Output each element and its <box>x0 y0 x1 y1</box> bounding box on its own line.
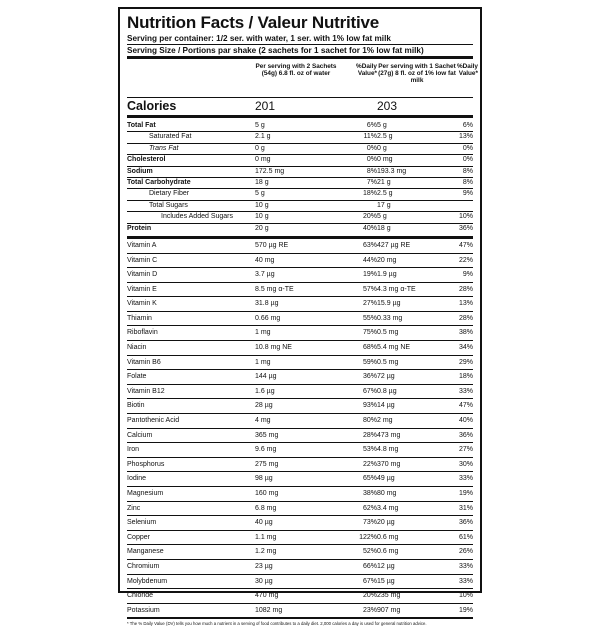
amount-milk: 12 µg <box>377 562 395 570</box>
nutrient-name: Trans Fat <box>149 144 179 152</box>
amount-milk: 20 mg <box>377 256 397 264</box>
vitamins-minerals <box>127 239 473 617</box>
dv-water: 62% <box>362 504 377 512</box>
amount-water: 40 mg <box>255 256 275 264</box>
macro-nutrients <box>127 121 473 234</box>
dv-milk: 19% <box>458 606 473 614</box>
dv-water: 7% <box>366 178 377 186</box>
amount-water: 470 mg <box>255 592 279 600</box>
vitamin-row <box>127 574 473 589</box>
amount-water: 98 µg <box>255 475 273 483</box>
nutrient-row <box>127 121 473 131</box>
dv-milk: 40% <box>458 417 473 425</box>
amount-milk: 0.5 mg <box>377 329 399 337</box>
vitamin-row <box>127 325 473 340</box>
dv-water: 38% <box>362 490 377 497</box>
nutrient-row <box>127 223 473 234</box>
amount-milk: 5.4 mg NE <box>377 344 411 352</box>
header-milk: Per serving with 1 Sachet (27g) 8 fl. oz of 1% low fat milk <box>378 63 456 84</box>
amount-milk: 49 µg <box>377 475 395 483</box>
dv-milk: 26% <box>458 548 473 556</box>
dv-milk: 47% <box>458 402 473 410</box>
amount-water: 18 g <box>255 178 269 186</box>
vitamin-row <box>127 428 473 443</box>
vitamin-row <box>127 530 473 545</box>
amount-milk: 427 µg RE <box>377 241 411 249</box>
amount-water: 1.2 mg <box>255 548 277 556</box>
calories-water: 201 <box>255 99 276 113</box>
dv-water: 52% <box>362 548 377 556</box>
vitamin-name: Chromium <box>127 562 160 570</box>
vitamin-name: Zinc <box>127 504 141 512</box>
vitamin-name: Vitamin D <box>127 271 158 279</box>
dv-water: 36% <box>362 373 377 381</box>
vitamin-row <box>127 296 473 311</box>
dv-milk: 33% <box>458 577 473 585</box>
vitamin-row <box>127 559 473 574</box>
vitamin-row <box>127 515 473 530</box>
vitamin-name: Biotin <box>127 402 145 410</box>
dv-milk: 9% <box>462 190 473 198</box>
amount-milk: 3.4 mg <box>377 504 399 512</box>
calories-milk: 203 <box>377 99 398 113</box>
dv-milk: 9% <box>462 271 473 279</box>
amount-water: 30 µg <box>255 577 273 585</box>
dv-water: 11% <box>363 133 377 141</box>
amount-milk: 14 µg <box>377 402 395 410</box>
dv-water: 93% <box>362 402 377 410</box>
vitamin-row <box>127 501 473 516</box>
dv-milk: 27% <box>458 446 473 454</box>
amount-milk: 473 mg <box>377 431 401 439</box>
nutrient-name: Dietary Fiber <box>149 190 190 198</box>
dv-milk: 47% <box>458 241 473 249</box>
vitamin-row <box>127 253 473 268</box>
amount-milk: 20 µg <box>377 519 395 527</box>
nutrient-row <box>127 211 473 222</box>
dv-water: 68% <box>362 344 377 352</box>
dv-water: 63% <box>362 241 377 249</box>
nutrient-row <box>127 131 473 142</box>
dv-milk: 10% <box>458 213 473 221</box>
header-water: Per serving with 2 Sachets (54g) 6.8 fl. oz of water <box>255 63 337 77</box>
vitamin-name: Magnesium <box>127 490 164 497</box>
dv-water: 20% <box>362 592 377 600</box>
amount-milk: 2.5 g <box>377 133 393 141</box>
dv-water: 28% <box>362 431 377 439</box>
amount-water: 2.1 g <box>255 133 271 141</box>
vitamin-name: Potassium <box>127 606 160 614</box>
vitamin-row <box>127 442 473 457</box>
amount-milk: 0.8 µg <box>377 387 397 395</box>
dv-milk: 28% <box>458 314 473 322</box>
vitamin-row <box>127 588 473 603</box>
nutrient-name: Total Carbohydrate <box>127 178 191 186</box>
dv-milk: 28% <box>458 285 473 293</box>
amount-milk: 2 mg <box>377 417 393 425</box>
dv-water: 66% <box>362 562 377 570</box>
amount-water: 5 g <box>255 122 265 129</box>
dv-milk: 36% <box>458 224 473 232</box>
dv-water: 75% <box>362 329 377 337</box>
dv-water: 20% <box>362 213 377 221</box>
amount-milk: 5 g <box>377 213 387 221</box>
dv-water: 0% <box>366 156 377 164</box>
amount-water: 160 mg <box>255 490 279 497</box>
vitamin-row <box>127 384 473 399</box>
dv-milk: 8% <box>462 167 473 175</box>
nutrient-name: Total Sugars <box>149 201 188 209</box>
vitamin-row <box>127 486 473 501</box>
amount-milk: 370 mg <box>377 460 401 468</box>
nutrient-name: Includes Added Sugars <box>161 213 233 221</box>
amount-water: 570 µg RE <box>255 241 289 249</box>
amount-water: 8.5 mg α-TE <box>255 285 294 293</box>
dv-water: 0% <box>366 144 377 152</box>
amount-milk: 80 mg <box>377 490 397 497</box>
vitamin-name: Vitamin B6 <box>127 358 161 366</box>
vitamin-row <box>127 457 473 472</box>
nutrient-row <box>127 188 473 199</box>
amount-water: 365 mg <box>255 431 279 439</box>
amount-water: 275 mg <box>255 460 279 468</box>
amount-water: 10 g <box>255 201 269 209</box>
label-title: Nutrition Facts / Valeur Nutritive <box>127 13 380 32</box>
vitamin-name: Vitamin C <box>127 256 158 264</box>
amount-water: 144 µg <box>255 373 277 381</box>
dv-milk: 22% <box>458 256 473 264</box>
vitamin-row <box>127 603 473 618</box>
nutrient-row <box>127 200 473 211</box>
dv-water: 19% <box>362 271 377 279</box>
amount-water: 1 mg <box>255 329 271 337</box>
dv-water: 67% <box>362 387 377 395</box>
dv-water: 80% <box>362 417 377 425</box>
amount-milk: 193.3 mg <box>377 167 407 175</box>
dv-milk: 18% <box>458 373 473 381</box>
vitamin-name: Phosphorus <box>127 460 165 468</box>
dv-milk: 13% <box>458 133 473 141</box>
amount-milk: 0 mg <box>377 156 393 164</box>
dv-milk: 0% <box>462 156 473 164</box>
amount-milk: 0.33 mg <box>377 314 403 322</box>
amount-milk: 21 g <box>377 178 391 186</box>
dv-water: 73% <box>362 519 377 527</box>
amount-water: 20 g <box>255 224 269 232</box>
vitamin-name: Vitamin B12 <box>127 387 165 395</box>
amount-milk: 907 mg <box>377 606 401 614</box>
amount-water: 5 g <box>255 190 265 198</box>
vitamin-name: Manganese <box>127 548 164 556</box>
vitamin-row <box>127 239 473 253</box>
dv-milk: 33% <box>458 475 473 483</box>
dv-milk: 36% <box>458 431 473 439</box>
vitamin-name: Vitamin A <box>127 241 157 249</box>
header-dv-water: %Daily Value* <box>356 63 377 77</box>
vitamin-name: Riboflavin <box>127 329 158 337</box>
nutrient-row <box>127 177 473 188</box>
nutrient-name: Saturated Fat <box>149 133 192 141</box>
dv-milk: 13% <box>458 300 473 308</box>
serving-per-container: Serving per container: 1/2 ser. with water, 1 ser. with 1% low fat milk <box>127 34 391 43</box>
calories-row <box>127 98 473 115</box>
amount-water: 1.6 µg <box>255 387 275 395</box>
dv-water: 122% <box>359 533 377 541</box>
vitamin-row <box>127 340 473 355</box>
dv-milk: 6% <box>462 122 473 129</box>
dv-water: 53% <box>362 446 377 454</box>
dv-milk: 61% <box>458 533 473 541</box>
amount-water: 172.5 mg <box>255 167 285 175</box>
vitamin-name: Folate <box>127 373 147 381</box>
dv-milk: 30% <box>458 460 473 468</box>
nutrient-name: Cholesterol <box>127 156 166 164</box>
amount-water: 1082 mg <box>255 606 283 614</box>
dv-water: 59% <box>362 358 377 366</box>
dv-milk <box>457 201 473 211</box>
vitamin-name: Pantothenic Acid <box>127 417 180 425</box>
vitamin-row <box>127 282 473 297</box>
dv-milk: 33% <box>458 562 473 570</box>
amount-water: 1.1 mg <box>255 533 277 541</box>
vitamin-name: Chloride <box>127 592 154 600</box>
vitamin-row <box>127 369 473 384</box>
dv-water: 55% <box>362 314 377 322</box>
nutrition-label <box>118 7 482 627</box>
serving-size: Serving Size / Portions par shake (2 sachets for 1 sachet for 1% low fat milk) <box>127 46 424 55</box>
vitamin-name: Iron <box>127 446 140 454</box>
vitamin-name: Vitamin E <box>127 285 157 293</box>
vitamin-name: Calcium <box>127 431 153 439</box>
amount-water: 4 mg <box>255 417 271 425</box>
dv-water: 22% <box>362 460 377 468</box>
dv-water: 57% <box>362 285 377 293</box>
vitamin-row <box>127 355 473 370</box>
dv-water <box>337 201 377 211</box>
amount-water: 3.7 µg <box>255 271 275 279</box>
vitamin-row <box>127 413 473 428</box>
footnote: * The % Daily Value (DV) tells you how much a nutrient in a serving of food contributes to a daily diet. 2,000 calories a day is used for general nutrition advice. <box>127 617 473 627</box>
dv-milk: 36% <box>458 519 473 527</box>
vitamin-row <box>127 311 473 326</box>
amount-milk: 15.9 µg <box>377 300 401 308</box>
nutrient-name: Sodium <box>127 167 153 175</box>
nutrient-name: Protein <box>127 224 152 232</box>
vitamin-name: Selenium <box>127 519 157 527</box>
dv-water: 67% <box>362 577 377 585</box>
dv-milk: 19% <box>458 490 473 497</box>
amount-milk: 2.5 g <box>377 190 393 198</box>
dv-water: 65% <box>362 475 377 483</box>
amount-milk: 4.8 mg <box>377 446 399 454</box>
nutrient-row <box>127 143 473 154</box>
vitamin-row <box>127 398 473 413</box>
dv-milk: 10% <box>458 592 473 600</box>
amount-water: 9.6 mg <box>255 446 277 454</box>
amount-milk: 0.6 mg <box>377 533 399 541</box>
dv-water: 23% <box>362 606 377 614</box>
amount-water: 28 µg <box>255 402 273 410</box>
nutrient-row <box>127 154 473 165</box>
dv-water: 18% <box>362 190 377 198</box>
header-dv-milk: %Daily Value* <box>457 63 478 77</box>
amount-water: 0 g <box>255 144 265 152</box>
amount-water: 23 µg <box>255 562 273 570</box>
amount-water: 6.8 mg <box>255 504 277 512</box>
dv-water: 8% <box>366 167 377 175</box>
amount-water: 1 mg <box>255 358 271 366</box>
vitamin-row <box>127 267 473 282</box>
amount-milk: 1.9 µg <box>377 271 397 279</box>
dv-milk: 29% <box>458 358 473 366</box>
amount-milk: 5 g <box>377 122 387 129</box>
vitamin-name: Niacin <box>127 344 147 352</box>
vitamin-name: Vitamin K <box>127 300 157 308</box>
nutrient-name: Total Fat <box>127 122 156 129</box>
amount-milk: 0.5 mg <box>377 358 399 366</box>
dv-milk: 0% <box>462 144 473 152</box>
dv-milk: 8% <box>462 178 473 186</box>
dv-milk: 31% <box>458 504 473 512</box>
amount-milk: 0 g <box>377 144 387 152</box>
dv-milk: 38% <box>458 329 473 337</box>
amount-milk: 18 g <box>377 224 391 232</box>
dv-milk: 33% <box>458 387 473 395</box>
amount-water: 31.8 µg <box>255 300 279 308</box>
amount-milk: 72 µg <box>377 373 395 381</box>
amount-milk: 15 µg <box>377 577 395 585</box>
amount-water: 0 mg <box>255 156 271 164</box>
calories-label: Calories <box>127 99 177 113</box>
vitamin-name: Thiamin <box>127 314 152 322</box>
column-headers <box>127 63 478 97</box>
dv-water: 40% <box>362 224 377 232</box>
nutrient-row <box>127 166 473 177</box>
dv-milk: 34% <box>458 344 473 352</box>
amount-milk: 235 mg <box>377 592 401 600</box>
amount-milk: 4.3 mg α-TE <box>377 285 416 293</box>
vitamin-name: Iodine <box>127 475 147 483</box>
vitamin-row <box>127 544 473 559</box>
amount-water: 10.8 mg NE <box>255 344 292 352</box>
dv-water: 44% <box>362 256 377 264</box>
dv-water: 6% <box>366 122 377 129</box>
vitamin-name: Copper <box>127 533 150 541</box>
vitamin-name: Molybdenum <box>127 577 168 585</box>
amount-water: 10 g <box>255 213 269 221</box>
dv-water: 27% <box>362 300 377 308</box>
amount-water: 40 µg <box>255 519 273 527</box>
amount-milk: 0.6 mg <box>377 548 399 556</box>
amount-water: 0.66 mg <box>255 314 281 322</box>
amount-milk: 17 g <box>377 201 391 209</box>
vitamin-row <box>127 471 473 486</box>
